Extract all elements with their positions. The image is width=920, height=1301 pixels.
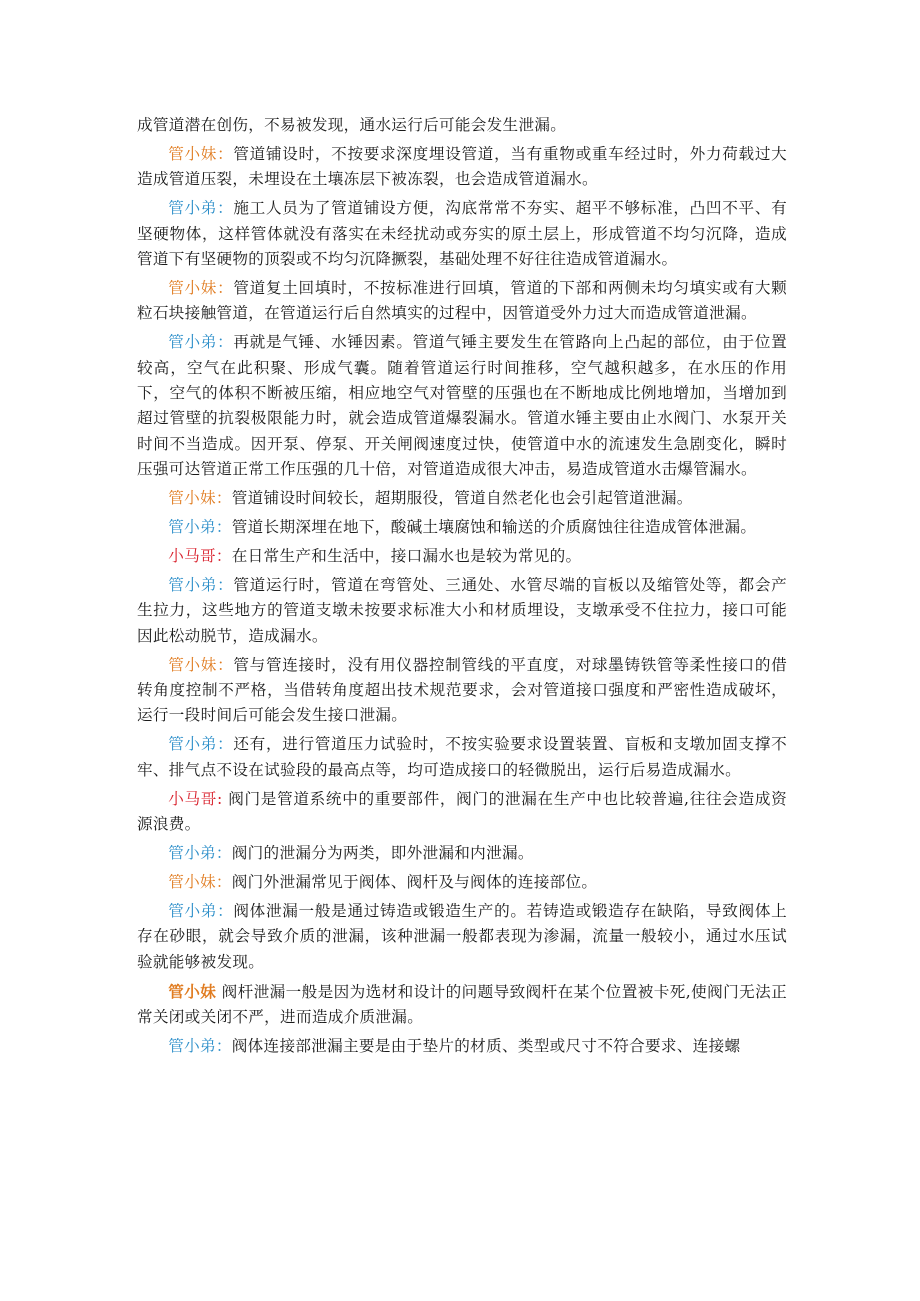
speaker-name: 管小弟： (168, 843, 232, 862)
dialogue-paragraph (137, 870, 787, 895)
paragraph-text: 管道铺设时间较长，超期服役，管道自然老化也会引起管道泄漏。 (231, 489, 693, 508)
dialogue-paragraph (137, 196, 787, 272)
paragraph-text: 管道铺设时，不按要求深度埋设管道，当有重物或重车经过时，外力荷载过大造成管道压裂，未埋设在土壤冻层下被冻裂，也会造成管道漏水。 (137, 144, 788, 189)
speaker-name: 管小弟： (168, 1036, 232, 1055)
speaker-name: 管小弟： (168, 333, 234, 352)
dialogue-paragraph (137, 276, 787, 327)
dialogue-paragraph (137, 486, 787, 511)
paragraph-text: 阀门外泄漏常见于阀体、阀杆及与阀体的连接部位。 (231, 872, 598, 891)
document-page (137, 113, 787, 1063)
dialogue-paragraph (137, 330, 787, 482)
paragraph-text: 阀门的泄漏分为两类，即外泄漏和内泄漏。 (231, 843, 534, 862)
speaker-name: 管小妹 (168, 981, 217, 1001)
speaker-name: 管小弟： (168, 199, 234, 218)
speaker-name: 管小弟： (168, 575, 234, 594)
dialogue-paragraph (137, 544, 787, 569)
speaker-name: 小马哥: (168, 789, 223, 808)
speaker-name: 管小妹： (168, 489, 232, 508)
paragraph-text: 阀杆泄漏一般是因为选材和设计的问题导致阀杆在某个位置被卡死,使阀门无法正常关闭或关闭不严，进而造成介质泄漏。 (137, 982, 787, 1026)
dialogue-paragraph (137, 899, 787, 975)
speaker-name: 管小妹： (168, 655, 234, 674)
dialogue-paragraph (137, 142, 787, 193)
speaker-name: 管小弟： (168, 901, 234, 920)
paragraph-text: 再就是气锤、水锤因素。管道气锤主要发生在管路向上凸起的部位，由于位置较高，空气在此积聚、形成气囊。随着管道运行时间推移，空气越积越多，在水压的作用下，空气的体积不断被压缩，相应地空气对管壁的压强也在不断地成比例地增加，当增加到超过管壁的抗裂极限能力时，就会造成管道爆裂漏水。管道水锤主要由止水阀门、水泵开关时间不当造成。因开泵、停泵、开关闸阀速度过快，使管道中水的流速发生急剧变化，瞬时压强可达管道正常工作压强的几十倍，对管道造成很大冲击，易造成管道水击爆管漏水。 (137, 333, 788, 479)
paragraph-text: 管道复土回填时，不按标准进行回填，管道的下部和两侧未均匀填实或有大颗粒石块接触管道，在管道运行后自然填实的过程中，因管道受外力过大而造成管道泄漏。 (137, 278, 788, 323)
speaker-name: 管小弟： (168, 735, 234, 754)
paragraph-text: 阀门是管道系统中的重要部件，阀门的泄漏在生产中也比较普遍,往往会造成资源浪费。 (137, 789, 787, 834)
paragraph-text: 施工人员为了管道铺设方便，沟底常常不夯实、超平不够标准，凸凹不平、有坚硬物体，这样管体就没有落实在未经扰动或夯实的原土层上，形成管道不均匀沉降，造成管道下有坚硬物的顶裂或不均匀沉降撅裂，基础处理不好往往造成管道漏水。 (137, 199, 788, 269)
paragraph-text: 在日常生产和生活中，接口漏水也是较为常见的。 (231, 547, 582, 565)
dialogue-paragraph (137, 787, 787, 838)
paragraph-text: 成管道潜在创伤，不易被发现，通水运行后可能会发生泄漏。 (137, 116, 567, 134)
speaker-name: 管小妹： (168, 278, 234, 297)
dialogue-paragraph (137, 1034, 787, 1059)
speaker-name: 管小弟： (168, 518, 232, 537)
paragraph-text: 阀体连接部泄漏主要是由于垫片的材质、类型或尺寸不符合要求、连接螺 (231, 1036, 741, 1055)
dialogue-paragraph (137, 841, 787, 866)
dialogue-paragraph (137, 732, 787, 783)
paragraph-text: 管道运行时，管道在弯管处、三通处、水管尽端的盲板以及缩管处等，都会产生拉力，这些地方的管道支墩未按要求标准大小和材质埋设，支墩承受不住拉力，接口可能因此松动脱节，造成漏水。 (137, 575, 788, 645)
speaker-name: 管小妹： (168, 872, 232, 891)
dialogue-paragraph (137, 979, 787, 1031)
speaker-name: 管小妹： (168, 144, 234, 163)
dialogue-paragraph (137, 573, 787, 649)
dialogue-paragraph (137, 515, 787, 540)
dialogue-paragraph (137, 113, 787, 138)
speaker-name: 小马哥： (168, 547, 232, 565)
paragraph-text: 管与管连接时，没有用仪器控制管线的平直度，对球墨铸铁管等柔性接口的借转角度控制不严格，当借转角度超出技术规范要求，会对管道接口强度和严密性造成破坏，运行一段时间后可能会发生接口泄漏。 (137, 655, 788, 725)
paragraph-text: 还有，进行管道压力试验时，不按实验要求设置装置、盲板和支墩加固支撑不牢、排气点不设在试验段的最高点等，均可造成接口的轻微脱出，运行后易造成漏水。 (137, 735, 788, 779)
paragraph-text: 阀体泄漏一般是通过铸造或锻造生产的。若铸造或锻造存在缺陷，导致阀体上存在砂眼，就会导致介质的泄漏，该种泄漏一般都表现为渗漏，流量一般较小，通过水压试验就能够被发现。 (137, 901, 788, 971)
paragraph-text: 管道长期深埋在地下，酸碱土壤腐蚀和输送的介质腐蚀往往造成管体泄漏。 (231, 518, 757, 537)
dialogue-paragraph (137, 653, 787, 729)
